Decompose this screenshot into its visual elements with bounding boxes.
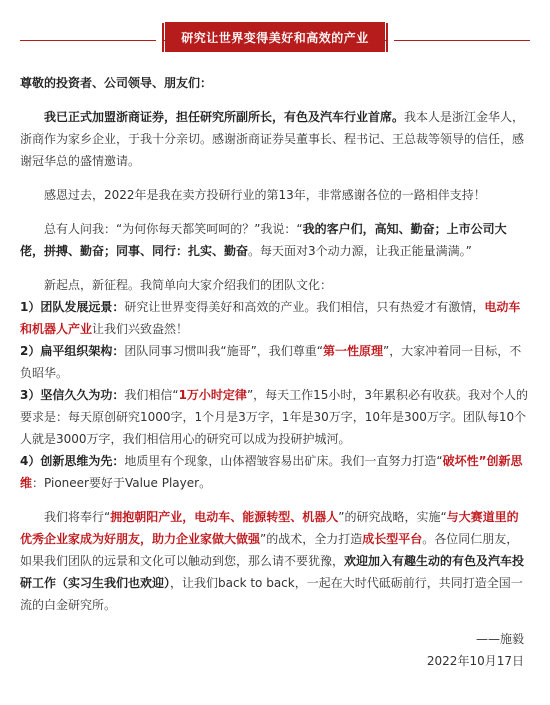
signature: ——施毅 — [475, 632, 524, 646]
item1-b: 让我们兴致盎然！ — [92, 322, 189, 336]
item2-label: 2）扁平组织架构： — [20, 344, 125, 358]
item3-b: ”，每天工作15小时，3年累积必有收获。我对个人的要求是：每天原创研究1000字，1个月是3万字，1年是30万字，10年是300万字。团队每10个人就是3000万字，我们相信用心的研究可以成为投研护城河。 — [20, 388, 529, 446]
strategy-a: 我们将奉行“ — [44, 510, 111, 524]
item3-red: 1万小时定律 — [178, 388, 247, 402]
item2-a: 团队同事习惯叫我“施哥”，我们尊重“ — [124, 344, 324, 358]
item1-red: 电动车和机器人产业 — [20, 300, 521, 336]
motivation-c: 。每天面对3个动力源，让我正能量满满。” — [248, 244, 472, 258]
greeting: 尊敬的投资者、公司领导、朋友们： — [20, 76, 213, 90]
item1-label: 1）团队发展远景： — [20, 300, 125, 314]
banner-title: 研究让世界变得美好和高效的产业 — [165, 22, 385, 52]
item2-b: ”，大家冲着同一目标，不负昭华。 — [20, 344, 522, 380]
paragraph-gratitude: 感恩过去，2022年是我在卖方投研行业的第13年，非常感谢各位的一路相伴支持！ — [44, 188, 486, 202]
culture-item-2 — [20, 340, 530, 384]
strategy-c: ”的战术，全力打造 — [260, 532, 363, 546]
item1-a: 研究让世界变得美好和高效的产业。我们相信，只有热爱才有激情， — [124, 300, 485, 314]
culture-item-1 — [20, 296, 530, 340]
item2-red: 第一性原理 — [323, 344, 384, 358]
item4-red: 破坏性”创新思维 — [20, 454, 523, 490]
intro-text: 我本人是浙江金华人，浙商作为家乡企业，于我十分亲切。感谢浙商证券吴董事长、程书记、王总裁等领导的信任，感谢冠华总的盛情邀请。 — [20, 110, 525, 168]
paragraph-strategy — [20, 506, 530, 616]
item3-a: 我们相信“ — [124, 388, 179, 402]
intro-bold: 我已正式加盟浙商证券，担任研究所副所长，有色及汽车行业首席。 — [44, 110, 405, 124]
item3-label: 3）坚信久久为功： — [20, 388, 125, 402]
item4-a: 地质里有个现象，山体褶皱容易出矿床。我们一直努力打造“ — [124, 454, 443, 468]
article-body — [20, 72, 530, 672]
strategy-bold: 欢迎加入有趣生动的有色及汽车投研工作（实习生我们也欢迎） — [20, 554, 525, 590]
item4-label: 4）创新思维为先： — [20, 454, 125, 468]
banner — [0, 22, 550, 52]
culture-item-3 — [20, 384, 530, 450]
paragraph-intro — [20, 106, 530, 172]
strategy-e: ，让我们back to back，一起在大时代砥砺前行，共同打造全国一流的白金研究所。 — [20, 576, 523, 612]
strategy-red-1: 拥抱朝阳产业，电动车、能源转型、机器人 — [110, 510, 339, 524]
strategy-red-3: 成长型平台 — [362, 532, 423, 546]
paragraph-culture-intro: 新起点，新征程。我简单向大家介绍我们的团队文化： — [44, 278, 333, 292]
motivation-bold: 我的客户们，高知、勤奋；上市公司大佬，拼搏、勤奋；同事、同行：扎实、勤奋 — [20, 222, 507, 258]
culture-item-4 — [20, 450, 530, 494]
strategy-red-2: 与大赛道里的优秀企业家成为好朋友，助力企业家做大做强 — [20, 510, 519, 546]
date: 2022年10月17日 — [426, 654, 524, 668]
motivation-a: 总有人问我：“为何你每天都笑呵呵的？”我说：“ — [44, 222, 303, 236]
strategy-b: ”的研究战略，实施“ — [338, 510, 447, 524]
item4-b: ：Pioneer要好于Value Player。 — [32, 476, 212, 490]
strategy-d: 。各位同仁朋友，如果我们团队的远景和文化可以触动到您，那么请不要犹豫， — [20, 532, 519, 568]
paragraph-motivation — [20, 218, 530, 262]
